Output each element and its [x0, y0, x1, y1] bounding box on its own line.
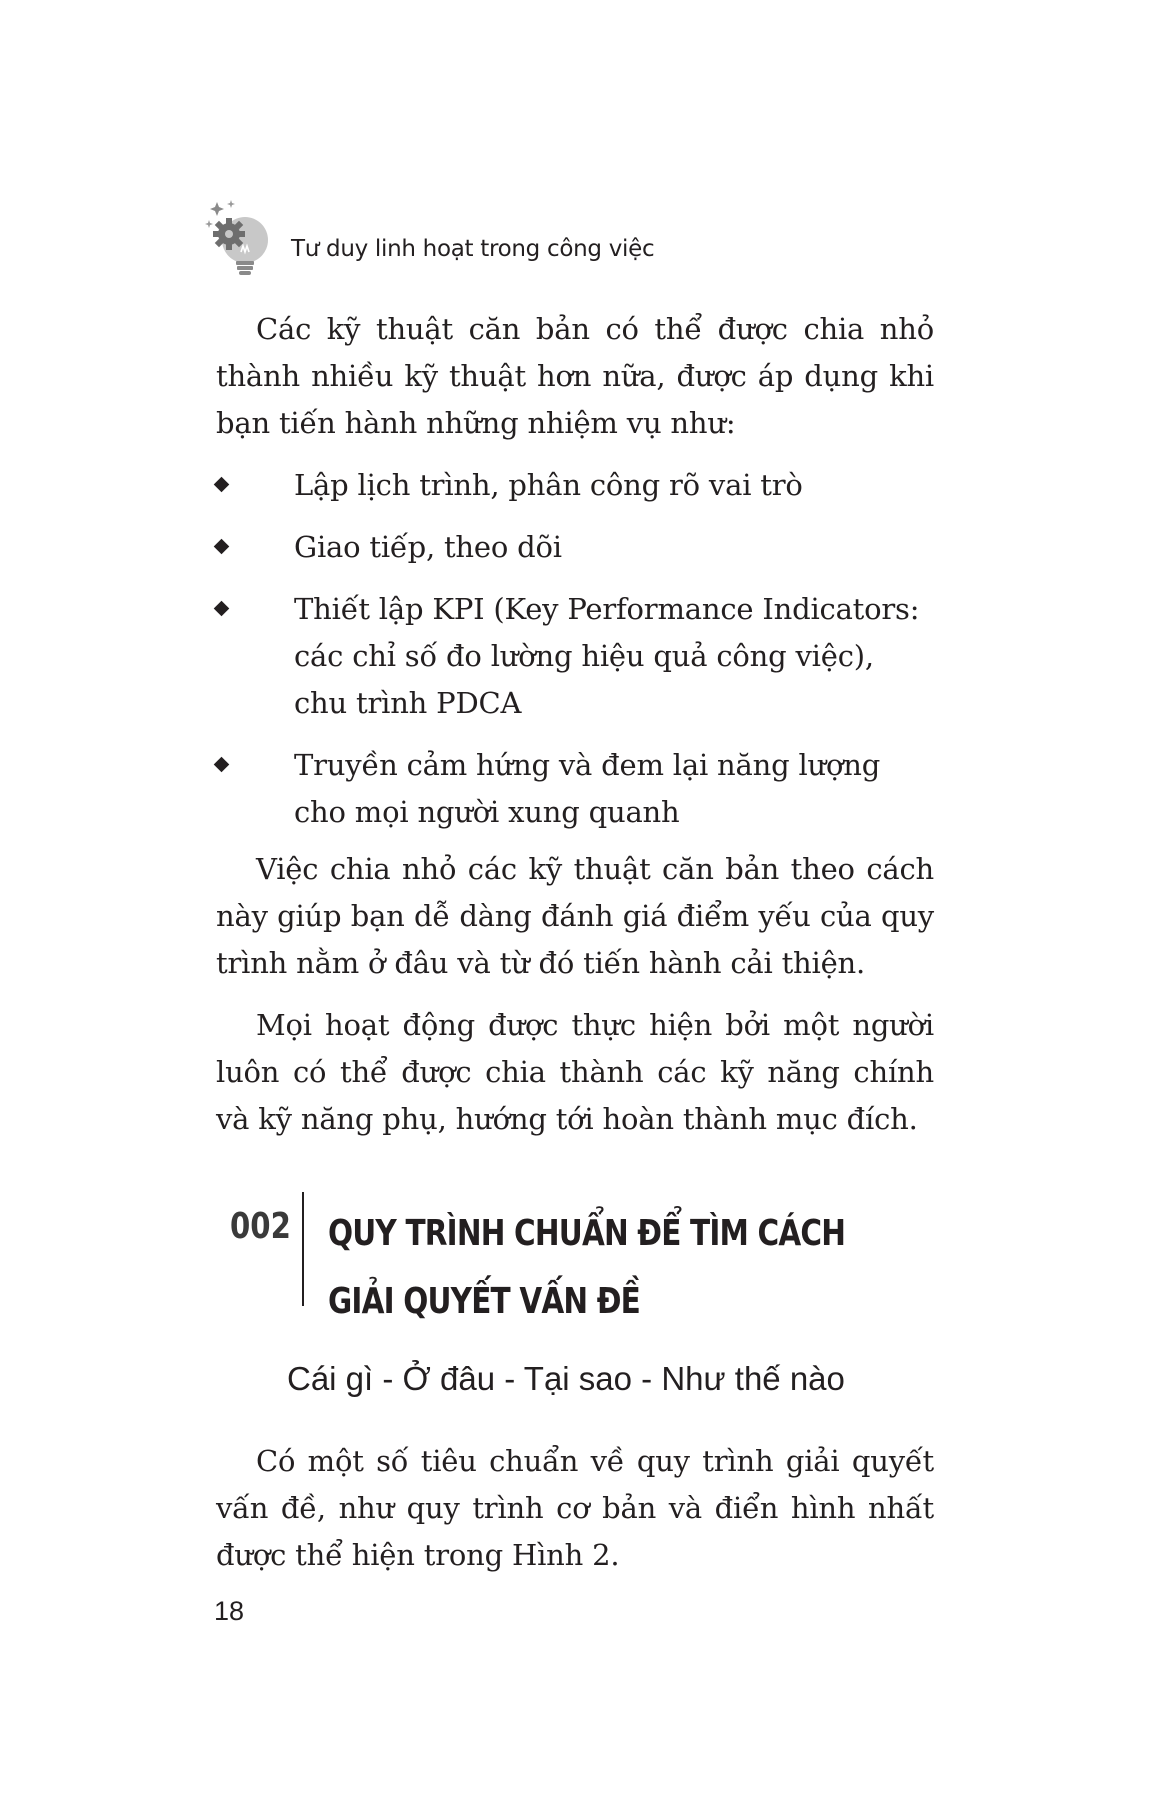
section-title-line-1: QUY TRÌNH CHUẨN ĐỂ TÌM CÁCH: [328, 1213, 846, 1254]
diamond-bullet-icon: [214, 477, 230, 493]
diamond-bullet-icon: [214, 539, 230, 555]
list-item: [256, 586, 934, 727]
diamond-bullet-icon: [214, 757, 230, 773]
paragraph-3: Mọi hoạt động được thực hiện bởi một người luôn có thể được chia thành các kỹ năng chính và kỹ năng phụ, hướng tới hoàn thành mục đích.: [216, 1008, 934, 1136]
section-number: 002: [230, 1206, 291, 1247]
subheading: Cái gì - Ở đâu - Tại sao - Như thế nào: [287, 1360, 845, 1397]
running-title: Tư duy linh hoạt trong công việc: [291, 236, 655, 262]
paragraph-1: Các kỹ thuật căn bản có thể được chia nhỏ thành nhiều kỹ thuật hơn nữa, được áp dụng khi bạn tiến hành những nhiệm vụ như:: [216, 312, 934, 440]
section-title-line-2: GIẢI QUYẾT VẤN ĐỀ: [328, 1281, 640, 1322]
list-item: [256, 462, 934, 509]
running-header: [205, 200, 905, 290]
lightbulb-gear-icon: [205, 200, 280, 280]
section-heading: [228, 1192, 948, 1332]
list-item-text: Giao tiếp, theo dõi: [294, 530, 562, 564]
list-item-text: Truyền cảm hứng và đem lại năng lượng cho mọi người xung quanh: [294, 748, 881, 829]
page-number: 18: [214, 1596, 245, 1626]
list-item: [256, 524, 934, 571]
list-item-text: Thiết lập KPI (Key Performance Indicators: các chỉ số đo lường hiệu quả công việc), chu trình PDCA: [294, 592, 920, 720]
section-title: [328, 1200, 845, 1336]
diamond-bullet-icon: [214, 601, 230, 617]
list-item: [256, 742, 934, 836]
paragraph-2: Việc chia nhỏ các kỹ thuật căn bản theo cách này giúp bạn dễ dàng đánh giá điểm yếu của quy trình nằm ở đâu và từ đó tiến hành cải thiện.: [216, 852, 934, 980]
paragraph-4: Có một số tiêu chuẩn về quy trình giải quyết vấn đề, như quy trình cơ bản và điển hình nhất được thể hiện trong Hình 2.: [216, 1444, 934, 1572]
section-divider: [302, 1192, 304, 1306]
list-item-text: Lập lịch trình, phân công rõ vai trò: [294, 468, 803, 502]
